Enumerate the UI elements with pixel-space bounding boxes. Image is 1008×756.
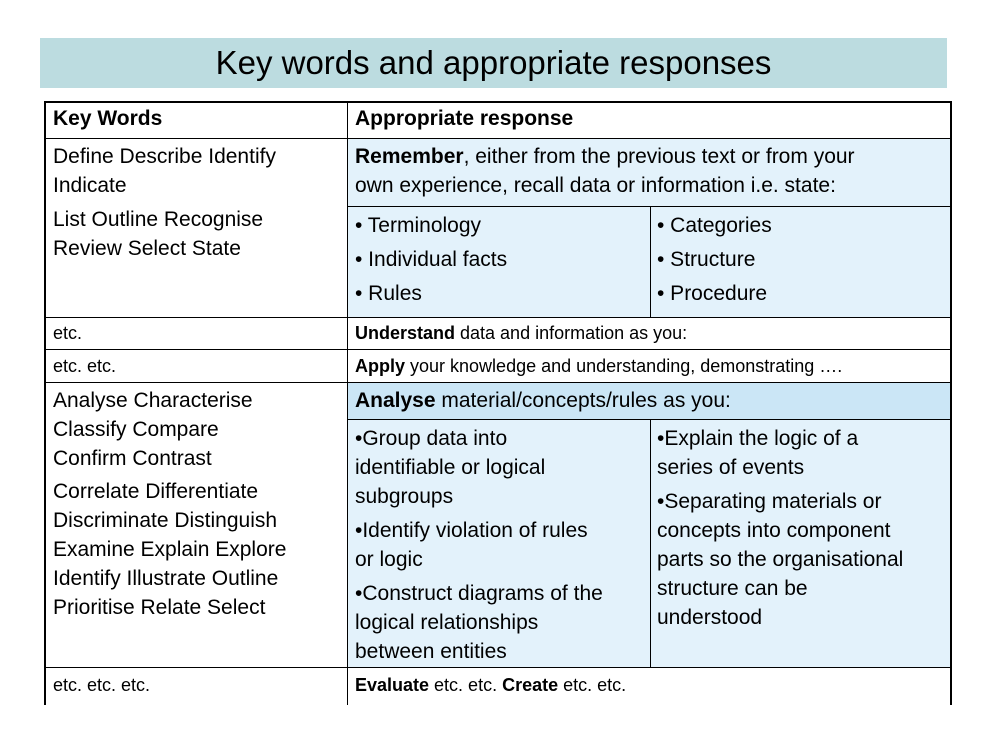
detail-line: logical relationships bbox=[355, 611, 539, 634]
detail-line: •Construct diagrams of the bbox=[355, 582, 603, 605]
table-border-right bbox=[950, 101, 952, 705]
key-word-line: Identify Illustrate Outline bbox=[53, 567, 279, 590]
bullet-item: • Procedure bbox=[657, 282, 768, 305]
detail-line: •Identify violation of rules bbox=[355, 519, 588, 542]
column-divider bbox=[347, 101, 348, 705]
detail-line: between entities bbox=[355, 640, 507, 663]
bullet-item: • Rules bbox=[355, 282, 422, 305]
key-word-line: Examine Explain Explore bbox=[53, 538, 287, 561]
detail-line: subgroups bbox=[355, 485, 454, 508]
row4-key-words bbox=[46, 386, 286, 622]
response-verb: Analyse bbox=[355, 389, 436, 412]
response-text: own experience, recall data or information i.e. state: bbox=[355, 174, 836, 197]
detail-line: understood bbox=[657, 606, 763, 629]
response-verb: Understand bbox=[355, 323, 456, 343]
row3-response bbox=[348, 355, 842, 377]
key-word-line: Review Select State bbox=[53, 237, 241, 260]
response-text: etc. etc. bbox=[429, 675, 503, 695]
response-text: etc. etc. bbox=[558, 675, 627, 695]
row-divider bbox=[44, 138, 952, 139]
response-verb: Evaluate bbox=[355, 675, 430, 695]
key-word-line: Discriminate Distinguish bbox=[53, 509, 278, 532]
key-word-line: Classify Compare bbox=[53, 418, 219, 441]
bullet-item: • Individual facts bbox=[355, 248, 508, 271]
row1-key-words bbox=[46, 142, 276, 263]
subcolumn-divider bbox=[650, 419, 651, 667]
detail-line: •Group data into bbox=[355, 427, 508, 450]
detail-line: parts so the organisational bbox=[657, 548, 904, 571]
key-word-line: Correlate Differentiate bbox=[53, 480, 259, 503]
row1-bullets-left bbox=[348, 209, 507, 311]
row2-key-words: etc. bbox=[53, 323, 83, 343]
detail-line: series of events bbox=[657, 456, 805, 479]
key-word-line: Analyse Characterise bbox=[53, 389, 253, 412]
table-border-left bbox=[44, 101, 46, 705]
row5-key-words: etc. etc. etc. bbox=[53, 675, 151, 695]
bullet-item: • Structure bbox=[657, 248, 756, 271]
detail-line: concepts into component bbox=[657, 519, 891, 542]
header-key-words: Key Words bbox=[53, 107, 163, 130]
detail-line: •Separating materials or bbox=[657, 490, 882, 513]
response-text: , either from the previous text or from your bbox=[463, 145, 855, 168]
row2-response bbox=[348, 322, 687, 344]
bullet-item: • Terminology bbox=[355, 214, 482, 237]
header-appropriate-response: Appropriate response bbox=[355, 107, 574, 130]
row-divider bbox=[44, 349, 952, 350]
detail-line: or logic bbox=[355, 548, 423, 571]
table-border-top bbox=[44, 101, 952, 103]
response-text: material/concepts/rules as you: bbox=[435, 389, 731, 412]
row1-response bbox=[348, 142, 855, 200]
response-verb: Apply bbox=[355, 356, 406, 376]
response-verb: Remember bbox=[355, 145, 464, 168]
row4-details-left bbox=[348, 424, 603, 666]
row-divider bbox=[44, 317, 952, 318]
row5-response bbox=[348, 674, 626, 696]
response-text: data and information as you: bbox=[455, 323, 688, 343]
key-word-line: Define Describe Identify bbox=[53, 145, 276, 168]
response-verb: Create bbox=[502, 675, 559, 695]
slide-title: Key words and appropriate responses bbox=[40, 38, 947, 88]
key-word-line: Prioritise Relate Select bbox=[53, 596, 266, 619]
subcolumn-divider bbox=[650, 206, 651, 317]
detail-line: •Explain the logic of a bbox=[657, 427, 859, 450]
row3-key-words: etc. etc. bbox=[53, 356, 117, 376]
row4-response bbox=[348, 386, 731, 415]
row4-details-right bbox=[650, 424, 903, 632]
bullet-item: • Categories bbox=[657, 214, 772, 237]
response-text: your knowledge and understanding, demonstrating …. bbox=[405, 356, 843, 376]
key-word-line: Confirm Contrast bbox=[53, 447, 212, 470]
row-divider bbox=[44, 382, 952, 383]
key-word-line: List Outline Recognise bbox=[53, 208, 264, 231]
row-divider bbox=[44, 667, 952, 668]
detail-line: structure can be bbox=[657, 577, 808, 600]
detail-line: identifiable or logical bbox=[355, 456, 546, 479]
key-word-line: Indicate bbox=[53, 174, 127, 197]
row1-bullets-right bbox=[650, 209, 772, 311]
